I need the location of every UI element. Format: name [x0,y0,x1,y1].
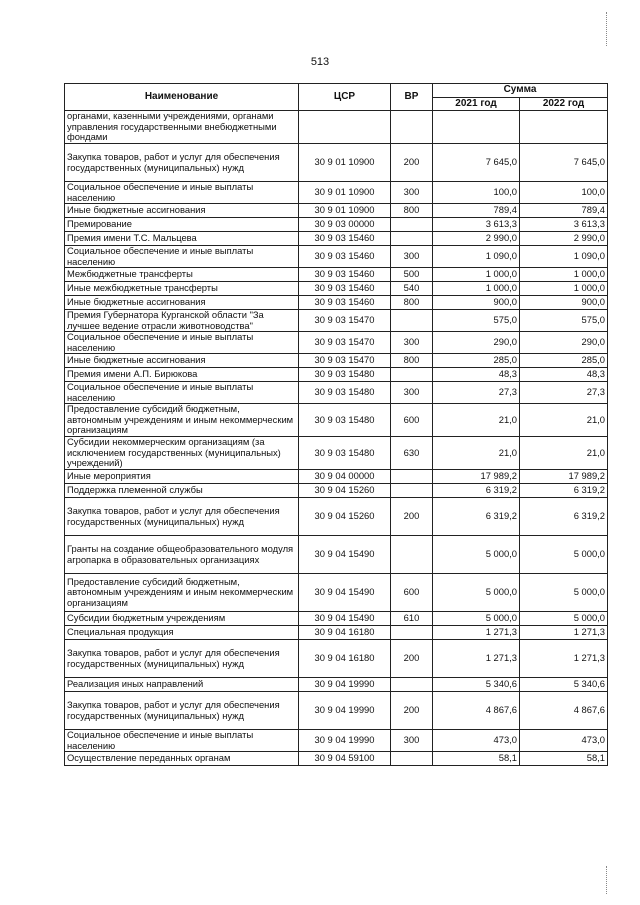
cell-vr [391,626,433,640]
cell-y2021: 1 000,0 [433,268,520,282]
cell-y2022: 100,0 [520,182,608,204]
cell-csr: 30 9 03 15460 [299,268,391,282]
cell-vr [391,678,433,692]
cell-csr: 30 9 04 19990 [299,678,391,692]
table-row [65,574,608,612]
cell-csr: 30 9 01 10900 [299,144,391,182]
table-row [65,536,608,574]
cell-name: Премия имени А.П. Бирюкова [65,368,299,382]
cell-y2021: 285,0 [433,354,520,368]
cell-name: Межбюджетные трансферты [65,268,299,282]
cell-vr [391,232,433,246]
cell-y2021: 5 000,0 [433,536,520,574]
cell-y2021: 3 613,3 [433,218,520,232]
cell-y2021: 900,0 [433,296,520,310]
cell-csr: 30 9 03 15480 [299,368,391,382]
table-row [65,246,608,268]
cell-vr: 200 [391,692,433,730]
table-row [65,470,608,484]
table-row [65,296,608,310]
cell-csr: 30 9 03 15480 [299,437,391,470]
cell-csr: 30 9 04 00000 [299,470,391,484]
cell-name: Социальное обеспечение и иные выплаты населению [65,182,299,204]
scan-margin-mark-bottom [606,866,607,894]
cell-y2021: 6 319,2 [433,484,520,498]
cell-csr: 30 9 01 10900 [299,182,391,204]
cell-csr: 30 9 01 10900 [299,204,391,218]
cell-name: Социальное обеспечение и иные выплаты населению [65,332,299,354]
cell-name: Иные межбюджетные трансферты [65,282,299,296]
table-row [65,232,608,246]
cell-csr: 30 9 04 19990 [299,692,391,730]
cell-vr: 500 [391,268,433,282]
cell-vr [391,752,433,766]
table-row [65,498,608,536]
cell-csr: 30 9 03 15480 [299,404,391,437]
cell-csr: 30 9 03 15460 [299,282,391,296]
cell-vr: 800 [391,204,433,218]
cell-vr [391,470,433,484]
cell-vr [391,111,433,144]
cell-y2022: 1 271,3 [520,640,608,678]
cell-name: Премия Губернатора Курганской области "За лучшее ведение отрасли животноводства" [65,310,299,332]
cell-name: Премия имени Т.С. Мальцева [65,232,299,246]
cell-vr [391,536,433,574]
cell-vr: 300 [391,246,433,268]
table-row [65,354,608,368]
cell-csr: 30 9 03 15460 [299,232,391,246]
cell-name: Предоставление субсидий бюджетным, автономным учреждениям и иным некоммерческим организациям [65,574,299,612]
header-year-2021: 2021 год [433,98,520,111]
table-body [65,111,608,766]
table-row [65,692,608,730]
table-row [65,144,608,182]
table-row [65,182,608,204]
table-row [65,111,608,144]
cell-name: Закупка товаров, работ и услуг для обеспечения государственных (муниципальных) нужд [65,144,299,182]
cell-vr [391,310,433,332]
cell-y2021: 1 000,0 [433,282,520,296]
cell-y2022: 473,0 [520,730,608,752]
cell-y2022: 21,0 [520,437,608,470]
cell-csr: 30 9 03 15470 [299,310,391,332]
cell-y2022: 575,0 [520,310,608,332]
cell-y2021: 1 271,3 [433,626,520,640]
table-row [65,626,608,640]
table-row [65,332,608,354]
cell-y2022: 21,0 [520,404,608,437]
cell-csr [299,111,391,144]
cell-csr: 30 9 03 15460 [299,296,391,310]
cell-y2022: 290,0 [520,332,608,354]
cell-y2021: 100,0 [433,182,520,204]
cell-csr: 30 9 04 19990 [299,730,391,752]
table-row [65,368,608,382]
cell-vr: 300 [391,332,433,354]
cell-y2021: 473,0 [433,730,520,752]
table-row [65,752,608,766]
cell-y2021: 5 000,0 [433,612,520,626]
cell-vr: 200 [391,498,433,536]
cell-y2022: 48,3 [520,368,608,382]
cell-name: Иные бюджетные ассигнования [65,296,299,310]
cell-vr: 800 [391,354,433,368]
cell-name: Закупка товаров, работ и услуг для обеспечения государственных (муниципальных) нужд [65,640,299,678]
cell-name: Социальное обеспечение и иные выплаты населению [65,246,299,268]
cell-y2022: 6 319,2 [520,484,608,498]
cell-y2022: 58,1 [520,752,608,766]
table-row [65,404,608,437]
cell-name: Осуществление переданных органам [65,752,299,766]
cell-y2022: 5 000,0 [520,536,608,574]
cell-y2021: 5 340,6 [433,678,520,692]
cell-csr: 30 9 03 00000 [299,218,391,232]
cell-y2022 [520,111,608,144]
table-row [65,282,608,296]
cell-name: Закупка товаров, работ и услуг для обеспечения государственных (муниципальных) нужд [65,692,299,730]
cell-y2021: 21,0 [433,437,520,470]
cell-y2021: 575,0 [433,310,520,332]
cell-csr: 30 9 04 15490 [299,612,391,626]
table-row [65,204,608,218]
scan-margin-mark-top [606,12,607,46]
cell-y2021: 6 319,2 [433,498,520,536]
cell-name: Специальная продукция [65,626,299,640]
cell-y2022: 6 319,2 [520,498,608,536]
budget-table [64,83,608,766]
page-number: 513 [310,56,330,68]
cell-name: Поддержка племенной службы [65,484,299,498]
cell-name: органами, казенными учреждениями, органами управления государственными внебюджетными фондами [65,111,299,144]
cell-vr: 600 [391,404,433,437]
cell-y2022: 1 000,0 [520,268,608,282]
cell-vr: 200 [391,640,433,678]
cell-y2022: 285,0 [520,354,608,368]
cell-vr: 300 [391,730,433,752]
cell-vr: 800 [391,296,433,310]
cell-csr: 30 9 03 15470 [299,332,391,354]
cell-y2022: 7 645,0 [520,144,608,182]
cell-y2021: 48,3 [433,368,520,382]
cell-name: Гранты на создание общеобразовательного модуля агропарка в образовательных организациях [65,536,299,574]
cell-y2022: 5 000,0 [520,574,608,612]
cell-vr: 630 [391,437,433,470]
cell-y2022: 900,0 [520,296,608,310]
cell-name: Иные бюджетные ассигнования [65,204,299,218]
cell-y2021: 5 000,0 [433,574,520,612]
cell-vr: 600 [391,574,433,612]
cell-y2021: 17 989,2 [433,470,520,484]
cell-y2021: 7 645,0 [433,144,520,182]
cell-y2021 [433,111,520,144]
table-row [65,382,608,404]
cell-csr: 30 9 04 16180 [299,640,391,678]
cell-vr: 610 [391,612,433,626]
cell-vr: 300 [391,182,433,204]
cell-name: Социальное обеспечение и иные выплаты населению [65,382,299,404]
cell-csr: 30 9 03 15480 [299,382,391,404]
cell-y2022: 1 271,3 [520,626,608,640]
cell-vr [391,484,433,498]
cell-y2022: 17 989,2 [520,470,608,484]
header-sum: Сумма [433,84,608,98]
cell-csr: 30 9 04 59100 [299,752,391,766]
table-row [65,310,608,332]
cell-y2021: 290,0 [433,332,520,354]
table-row [65,437,608,470]
cell-name: Реализация иных направлений [65,678,299,692]
table-row [65,730,608,752]
cell-y2021: 21,0 [433,404,520,437]
cell-name: Иные мероприятия [65,470,299,484]
cell-csr: 30 9 04 15490 [299,574,391,612]
header-vr: ВР [391,84,433,111]
cell-name: Субсидии некоммерческим организациям (за исключением государственных (муниципальных) учреждений) [65,437,299,470]
cell-name: Предоставление субсидий бюджетным, автономным учреждениям и иным некоммерческим организациям [65,404,299,437]
cell-vr [391,368,433,382]
cell-y2022: 1 090,0 [520,246,608,268]
cell-name: Иные бюджетные ассигнования [65,354,299,368]
cell-name: Социальное обеспечение и иные выплаты населению [65,730,299,752]
cell-vr: 540 [391,282,433,296]
cell-csr: 30 9 03 15460 [299,246,391,268]
cell-csr: 30 9 04 15260 [299,484,391,498]
cell-csr: 30 9 04 15260 [299,498,391,536]
table-row [65,268,608,282]
table-row [65,640,608,678]
cell-vr [391,218,433,232]
cell-y2021: 1 090,0 [433,246,520,268]
table-row [65,484,608,498]
table-row [65,678,608,692]
cell-y2021: 2 990,0 [433,232,520,246]
cell-y2022: 5 000,0 [520,612,608,626]
cell-y2021: 4 867,6 [433,692,520,730]
cell-name: Премирование [65,218,299,232]
header-name: Наименование [65,84,299,111]
cell-y2022: 27,3 [520,382,608,404]
cell-y2021: 58,1 [433,752,520,766]
cell-y2022: 5 340,6 [520,678,608,692]
table-row [65,218,608,232]
cell-y2022: 4 867,6 [520,692,608,730]
cell-y2021: 1 271,3 [433,640,520,678]
cell-y2022: 789,4 [520,204,608,218]
cell-y2022: 2 990,0 [520,232,608,246]
cell-csr: 30 9 04 15490 [299,536,391,574]
cell-name: Закупка товаров, работ и услуг для обеспечения государственных (муниципальных) нужд [65,498,299,536]
cell-y2021: 789,4 [433,204,520,218]
header-year-2022: 2022 год [520,98,608,111]
cell-y2022: 3 613,3 [520,218,608,232]
cell-csr: 30 9 03 15470 [299,354,391,368]
cell-vr: 300 [391,382,433,404]
header-csr: ЦСР [299,84,391,111]
table-row [65,612,608,626]
cell-csr: 30 9 04 16180 [299,626,391,640]
cell-vr: 200 [391,144,433,182]
cell-y2022: 1 000,0 [520,282,608,296]
cell-name: Субсидии бюджетным учреждениям [65,612,299,626]
cell-y2021: 27,3 [433,382,520,404]
